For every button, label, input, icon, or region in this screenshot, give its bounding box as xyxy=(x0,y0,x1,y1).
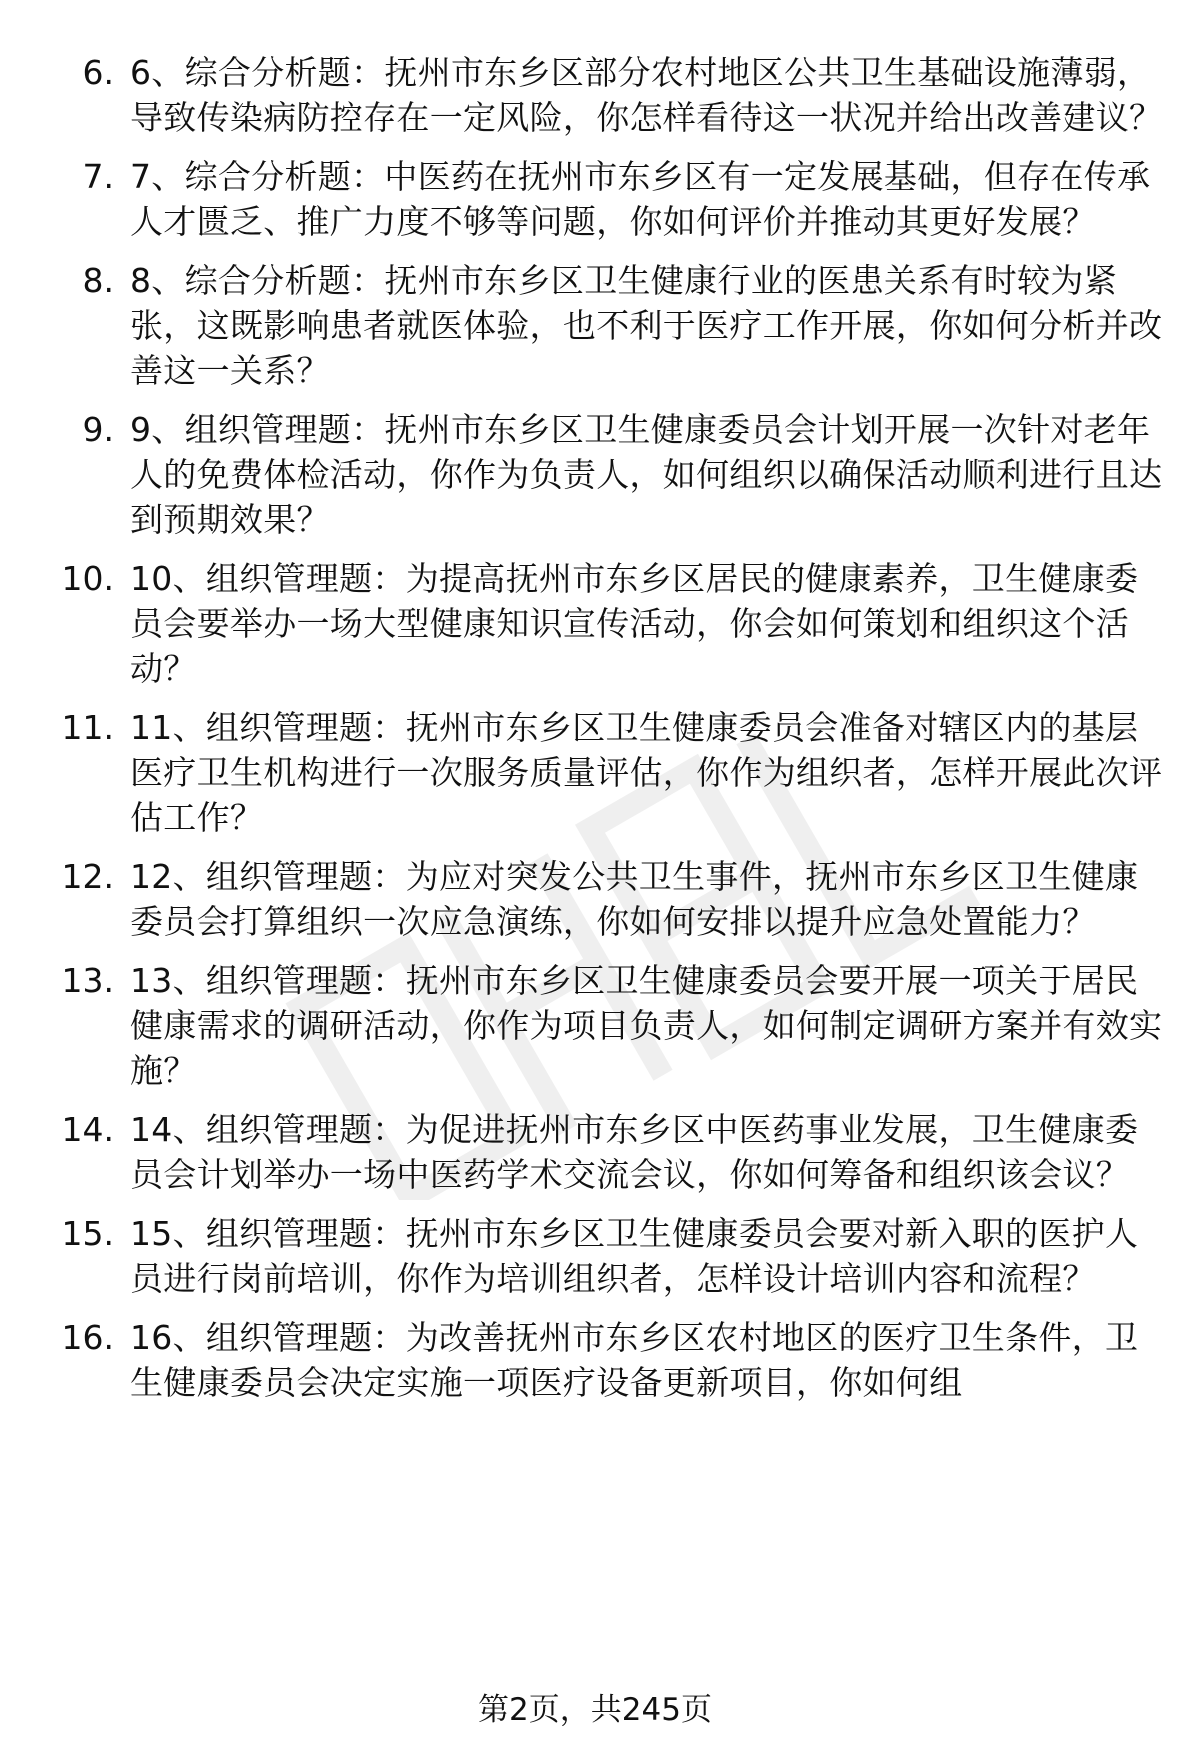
question-list xyxy=(0,50,1190,1419)
list-item xyxy=(0,1315,1190,1405)
list-item xyxy=(0,50,1190,140)
list-item xyxy=(0,258,1190,393)
question-text: 8、综合分析题：抚州市东乡区卫生健康行业的医患关系有时较为紧张，这既影响患者就医体验，也不利于医疗工作开展，你如何分析并改善这一关系？ xyxy=(130,261,1163,390)
list-item xyxy=(0,958,1190,1093)
item-number: 8. xyxy=(82,261,114,300)
item-number: 14. xyxy=(61,1110,114,1149)
question-text: 16、组织管理题：为改善抚州市东乡区农村地区的医疗卫生条件，卫生健康委员会决定实施一项医疗设备更新项目，你如何组 xyxy=(130,1318,1139,1402)
item-number: 15. xyxy=(61,1214,114,1253)
question-text: 7、综合分析题：中医药在抚州市东乡区有一定发展基础，但存在传承人才匮乏、推广力度不够等问题，你如何评价并推动其更好发展？ xyxy=(130,157,1151,241)
list-item xyxy=(0,556,1190,691)
question-text: 12、组织管理题：为应对突发公共卫生事件，抚州市东乡区卫生健康委员会打算组织一次应急演练，你如何安排以提升应急处置能力？ xyxy=(130,857,1139,941)
item-number: 9. xyxy=(82,410,114,449)
question-text: 13、组织管理题：抚州市东乡区卫生健康委员会要开展一项关于居民健康需求的调研活动，你作为项目负责人，如何制定调研方案并有效实施？ xyxy=(130,961,1163,1090)
question-text: 11、组织管理题：抚州市东乡区卫生健康委员会准备对辖区内的基层医疗卫生机构进行一次服务质量评估，你作为组织者，怎样开展此次评估工作？ xyxy=(130,708,1163,837)
question-text: 6、综合分析题：抚州市东乡区部分农村地区公共卫生基础设施薄弱，导致传染病防控存在一定风险，你怎样看待这一状况并给出改善建议？ xyxy=(130,53,1163,137)
question-text: 14、组织管理题：为促进抚州市东乡区中医药事业发展，卫生健康委员会计划举办一场中医药学术交流会议，你如何筹备和组织该会议？ xyxy=(130,1110,1139,1194)
list-item xyxy=(0,854,1190,944)
list-item xyxy=(0,154,1190,244)
list-item xyxy=(0,705,1190,840)
item-number: 12. xyxy=(61,857,114,896)
item-number: 13. xyxy=(61,961,114,1000)
question-text: 15、组织管理题：抚州市东乡区卫生健康委员会要对新入职的医护人员进行岗前培训，你作为培训组织者，怎样设计培训内容和流程？ xyxy=(130,1214,1139,1298)
list-item xyxy=(0,1211,1190,1301)
page-number-footer: 第2页，共245页 xyxy=(478,1692,712,1728)
list-item xyxy=(0,1107,1190,1197)
item-number: 6. xyxy=(82,53,114,92)
list-item xyxy=(0,407,1190,542)
item-number: 7. xyxy=(82,157,114,196)
question-text: 9、组织管理题：抚州市东乡区卫生健康委员会计划开展一次针对老年人的免费体检活动，你作为负责人，如何组织以确保活动顺利进行且达到预期效果？ xyxy=(130,410,1163,539)
question-text: 10、组织管理题：为提高抚州市东乡区居民的健康素养，卫生健康委员会要举办一场大型健康知识宣传活动，你会如何策划和组织这个活动？ xyxy=(130,559,1139,688)
item-number: 16. xyxy=(61,1318,114,1357)
item-number: 10. xyxy=(61,559,114,598)
item-number: 11. xyxy=(61,708,114,747)
